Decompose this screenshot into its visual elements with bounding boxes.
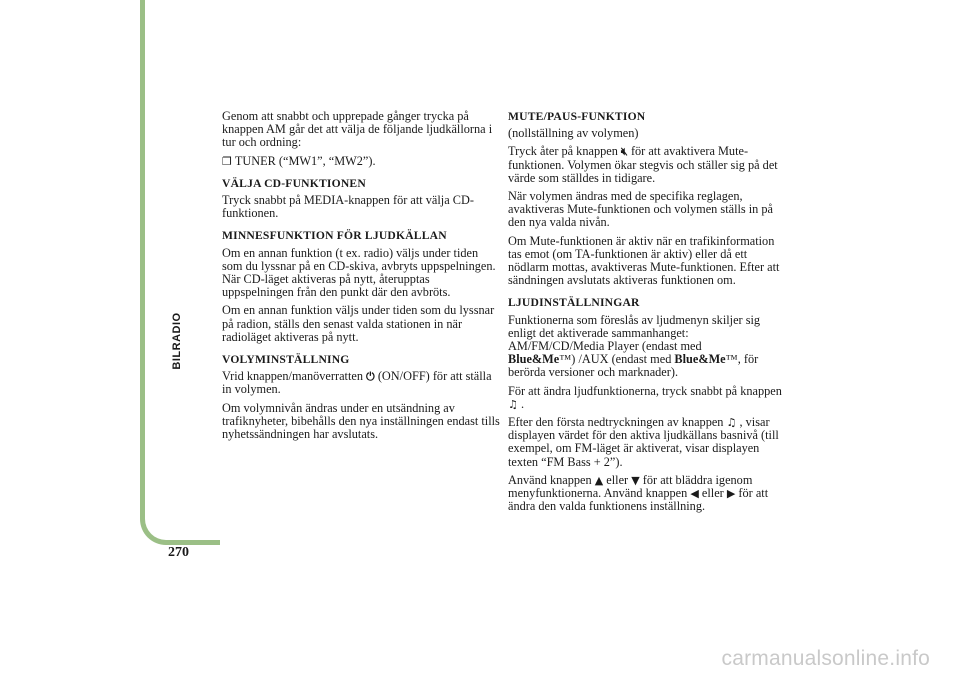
paragraph-sound-2: För att ändra ljudfunktionerna, tryck snabbt på knappen ♫ .	[508, 383, 782, 411]
arrow-right-icon: ▶	[726, 487, 736, 501]
paragraph-memory-2: Om en annan funktion väljs under tiden som du lyssnar på radion, ställs den senast valda stationen in när radioläget aktiveras på nytt.	[222, 303, 495, 344]
watermark: carmanualsonline.info	[721, 647, 930, 670]
heading-source-memory: MINNESFUNKTION FÖR LJUDKÄLLAN	[222, 229, 447, 243]
mute-icon: 🔇︎	[620, 145, 628, 159]
heading-volume: VOLYMINSTÄLLNING	[222, 353, 350, 367]
heading-sound-settings: LJUDINSTÄLLNINGAR	[508, 296, 640, 310]
arrow-left-icon: ◀	[690, 487, 699, 501]
paragraph-cd-function: Tryck snabbt på MEDIA-knappen för att välja CD-funktionen.	[222, 193, 474, 221]
heading-mute-pause: MUTE/PAUS-FUNKTION	[508, 110, 646, 123]
paragraph-memory-1: Om en annan funktion (t ex. radio) väljs under tiden som du lyssnar på en CD-skiva, avbryts uppspelningen. När CD-läget aktiveras på nytt, återupptas uppspelningen från den punkt där den avbröts.	[222, 245, 496, 300]
paragraph-mute-2: När volymen ändras med de specifika reglagen, avaktiveras Mute-funktionen och volymen ställs in på den nya valda nivån.	[508, 189, 774, 230]
music-note-icon: ♫	[508, 397, 518, 411]
arrow-down-icon: ▼	[631, 473, 640, 487]
paragraph-volume-2: Om volymnivån ändras under en utsändning av trafiknyheter, bibehålls den nya inställningen endast tills nyhetssändningen har avslutats.	[222, 400, 500, 442]
paragraph-volume-1: Vrid knappen/manöverratten ⏻ (ON/OFF) för att ställa in volymen.	[222, 369, 492, 397]
paragraph-am-sources: Genom att snabbt och upprepade gånger trycka på knappen AM går det att välja de följande ljudkällorna i tur och ordning:	[222, 109, 493, 150]
power-icon: ⏻	[366, 370, 375, 384]
music-note-icon: ♫	[726, 416, 737, 430]
paragraph-sound-4: Använd knappen ▲ eller ▼ för att bläddra igenom menyfunktionerna. Använd knappen ◀ eller ▶ för att ändra den valda funktionens inställning.	[508, 472, 769, 514]
left-column	[222, 110, 500, 446]
checkbox-bullet-icon: ❐	[222, 154, 232, 168]
page-number: 270	[168, 545, 189, 560]
section-label: BILRADIO	[171, 312, 183, 370]
bullet-tuner: ❐ TUNER (“MW1”, “MW2”).	[222, 153, 376, 168]
arrow-up-icon: ▲	[594, 473, 604, 487]
right-column	[508, 110, 783, 518]
page-frame-border	[140, 0, 220, 545]
paragraph-sound-1: Funktionerna som föreslås av ljudmenyn skiljer sig enligt det aktiverade sammanhanget: AM/FM/CD/Media Player (endast med Blue&Me™) /AUX (endast med Blue&Me™, för berörda versioner och marknader).	[508, 312, 761, 380]
paragraph-mute-3: Om Mute-funktionen är aktiv när en trafikinformation tas emot (om TA-funktionen är aktiv) eller då ett nödlarm mottas, avaktiveras Mute-funktionen. Efter att sändningen avslutats aktiveras funktionen om.	[508, 233, 780, 288]
paragraph-mute-1: Tryck åter på knappen 🔇︎ för att avaktivera Mute-funktionen. Volymen ökar stegvis och ställer sig på det värde som ställdes in tidigare.	[508, 144, 778, 185]
paragraph-sound-3: Efter den första nedtryckningen av knappen ♫ , visar displayen värdet för den aktiva ljudkällans basnivå (till exempel, om FM-läget är aktiverat, visar displayen texten “FM Bass + 2”).	[508, 415, 779, 469]
subheading-mute: (nollställning av volymen)	[508, 126, 639, 141]
heading-cd-function: VÄLJA CD-FUNKTIONEN	[222, 176, 366, 190]
